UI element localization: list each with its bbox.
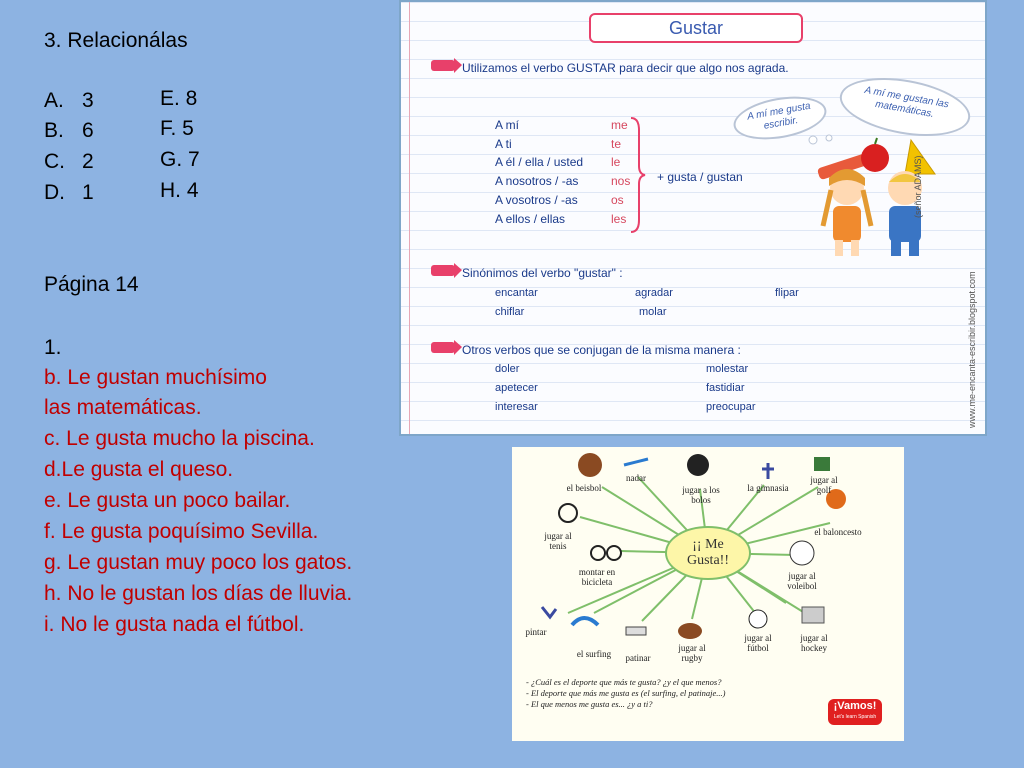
page-label: Página 14 — [44, 273, 139, 296]
sport-label: el surfing — [576, 649, 612, 659]
discussion-questions — [526, 677, 826, 710]
object-pronoun: nos — [611, 174, 631, 188]
object-pronoun: le — [611, 155, 621, 169]
sport-label: montar en bicicleta — [578, 567, 616, 587]
object-pronoun: te — [611, 137, 622, 151]
sport-label: la gimnasia — [747, 483, 789, 493]
brace-icon — [627, 116, 647, 234]
other-verb: apetecer — [495, 382, 538, 394]
match-value: 1 — [82, 181, 94, 204]
other-verb: preocupar — [706, 401, 756, 413]
answer-line: las matemáticas. — [44, 396, 202, 419]
arrow-icon — [431, 265, 455, 276]
object-pronoun: les — [611, 212, 627, 226]
card-title: Gustar — [589, 13, 803, 43]
gymnast-icon — [762, 463, 774, 479]
match-letter: B. — [44, 119, 64, 142]
sport-label: jugar al rugby — [678, 643, 706, 663]
arrow-icon — [431, 342, 455, 353]
pronoun: A mí — [495, 118, 520, 132]
match-item: F. 5 — [160, 117, 194, 140]
match-value: 2 — [82, 150, 94, 173]
sport-label: patinar — [625, 653, 651, 663]
sports-mind-map — [512, 447, 904, 741]
sport-label: nadar — [626, 473, 646, 483]
gustar-grammar-card — [399, 0, 987, 436]
sport-label: jugar al hockey — [800, 633, 828, 653]
sport-label: jugar al golf — [810, 475, 838, 495]
skate-icon — [626, 627, 646, 635]
children-illustration — [801, 130, 951, 262]
paint-hands-icon — [542, 607, 556, 617]
baseball-glove-icon — [578, 453, 602, 477]
synonyms-heading: Sinónimos del verbo "gustar" : — [462, 266, 623, 280]
synonym: encantar — [495, 287, 538, 299]
brand-tagline: Let's learn Spanish — [833, 714, 877, 720]
match-value: 6 — [82, 119, 94, 142]
sport-label: jugar a los bolos — [682, 485, 720, 505]
credit-text: (señor ADAMS) — [913, 155, 923, 218]
pronoun: A él / ella / usted — [495, 155, 584, 169]
answer-line: d.Le gusta el queso. — [44, 458, 234, 481]
question-line: - ¿Cuál es el deporte que más te gusta? ¿y el que menos? — [526, 677, 722, 687]
center-label: ¡¡ Me Gusta!! — [687, 537, 729, 568]
intro-text: Utilizamos el verbo GUSTAR para decir que algo nos agrada. — [462, 61, 789, 75]
synonym: flipar — [775, 287, 799, 299]
synonym: molar — [639, 306, 667, 318]
bicycle-icon — [591, 546, 605, 560]
question-line: - El deporte que más me gusta es (el surfing, el patinaje...) — [526, 688, 726, 698]
vamos-logo — [828, 699, 882, 725]
others-heading: Otros verbos que se conjugan de la misma manera : — [462, 343, 741, 357]
other-verb: doler — [495, 363, 520, 375]
conjugation-label: + gusta / gustan — [657, 170, 743, 184]
football-icon — [749, 610, 767, 628]
hockey-icon — [802, 607, 824, 623]
answer-line: i. No le gusta nada el fútbol. — [44, 613, 305, 636]
pronoun: A ellos / ellas — [495, 212, 566, 226]
answer-line: e. Le gusta un poco bailar. — [44, 489, 291, 512]
match-item: H. 4 — [160, 179, 199, 202]
pronoun: A ti — [495, 137, 512, 151]
conjugation-text — [657, 170, 743, 184]
surf-icon — [572, 618, 598, 625]
margin-line — [409, 2, 410, 434]
sport-label: el baloncesto — [814, 527, 862, 537]
answer-line: h. No le gustan los días de lluvia. — [44, 582, 353, 605]
sport-label: jugar al tenis — [544, 531, 572, 551]
other-verb: molestar — [706, 363, 749, 375]
object-pronoun: me — [611, 118, 628, 132]
sport-label: pintar — [525, 627, 547, 637]
match-item: G. 7 — [160, 148, 200, 171]
answer-line: f. Le gusta poquísimo Sevilla. — [44, 520, 319, 543]
volleyball-icon — [790, 541, 814, 565]
synonym: chiflar — [495, 306, 525, 318]
object-pronoun: os — [611, 193, 624, 207]
answer-line: g. Le gustan muy poco los gatos. — [44, 551, 353, 574]
bowling-icon — [687, 454, 709, 476]
sport-label: el beisbol — [566, 483, 602, 493]
apple-icon — [861, 144, 889, 172]
answer-line: c. Le gusta mucho la piscina. — [44, 427, 315, 450]
pronoun: A vosotros / -as — [495, 193, 578, 207]
item-number: 1. — [44, 336, 62, 359]
arrow-icon — [431, 60, 455, 71]
match-value: 3 — [82, 89, 94, 112]
match-item: E. 8 — [160, 87, 198, 110]
speech-bubble: A mí me gusta escribir. — [730, 90, 830, 146]
swimmer-icon — [624, 459, 648, 465]
synonym: agradar — [635, 287, 673, 299]
tennis-icon — [559, 504, 577, 522]
brand-name: ¡Vamos! — [833, 700, 877, 712]
other-verb: fastidiar — [706, 382, 745, 394]
match-letter: C. — [44, 150, 65, 173]
sport-label: jugar al voleibol — [787, 571, 817, 591]
website-text: www.me-encanta-escribir.blogspot.com — [967, 271, 977, 428]
match-letter: D. — [44, 181, 65, 204]
exercise-heading: 3. Relacionálas — [44, 29, 188, 52]
answer-line: b. Le gustan muchísimo — [44, 366, 267, 389]
golf-icon — [814, 457, 830, 471]
other-verb: interesar — [495, 401, 538, 413]
speech-bubble: A mí me gustan las matemáticas. — [835, 69, 974, 145]
match-letter: A. — [44, 89, 64, 112]
rugby-icon — [678, 623, 702, 639]
sport-label: jugar al fútbol — [744, 633, 772, 653]
question-line: - El que menos me gusta es... ¿y a ti? — [526, 699, 653, 709]
pronoun: A nosotros / -as — [495, 174, 579, 188]
